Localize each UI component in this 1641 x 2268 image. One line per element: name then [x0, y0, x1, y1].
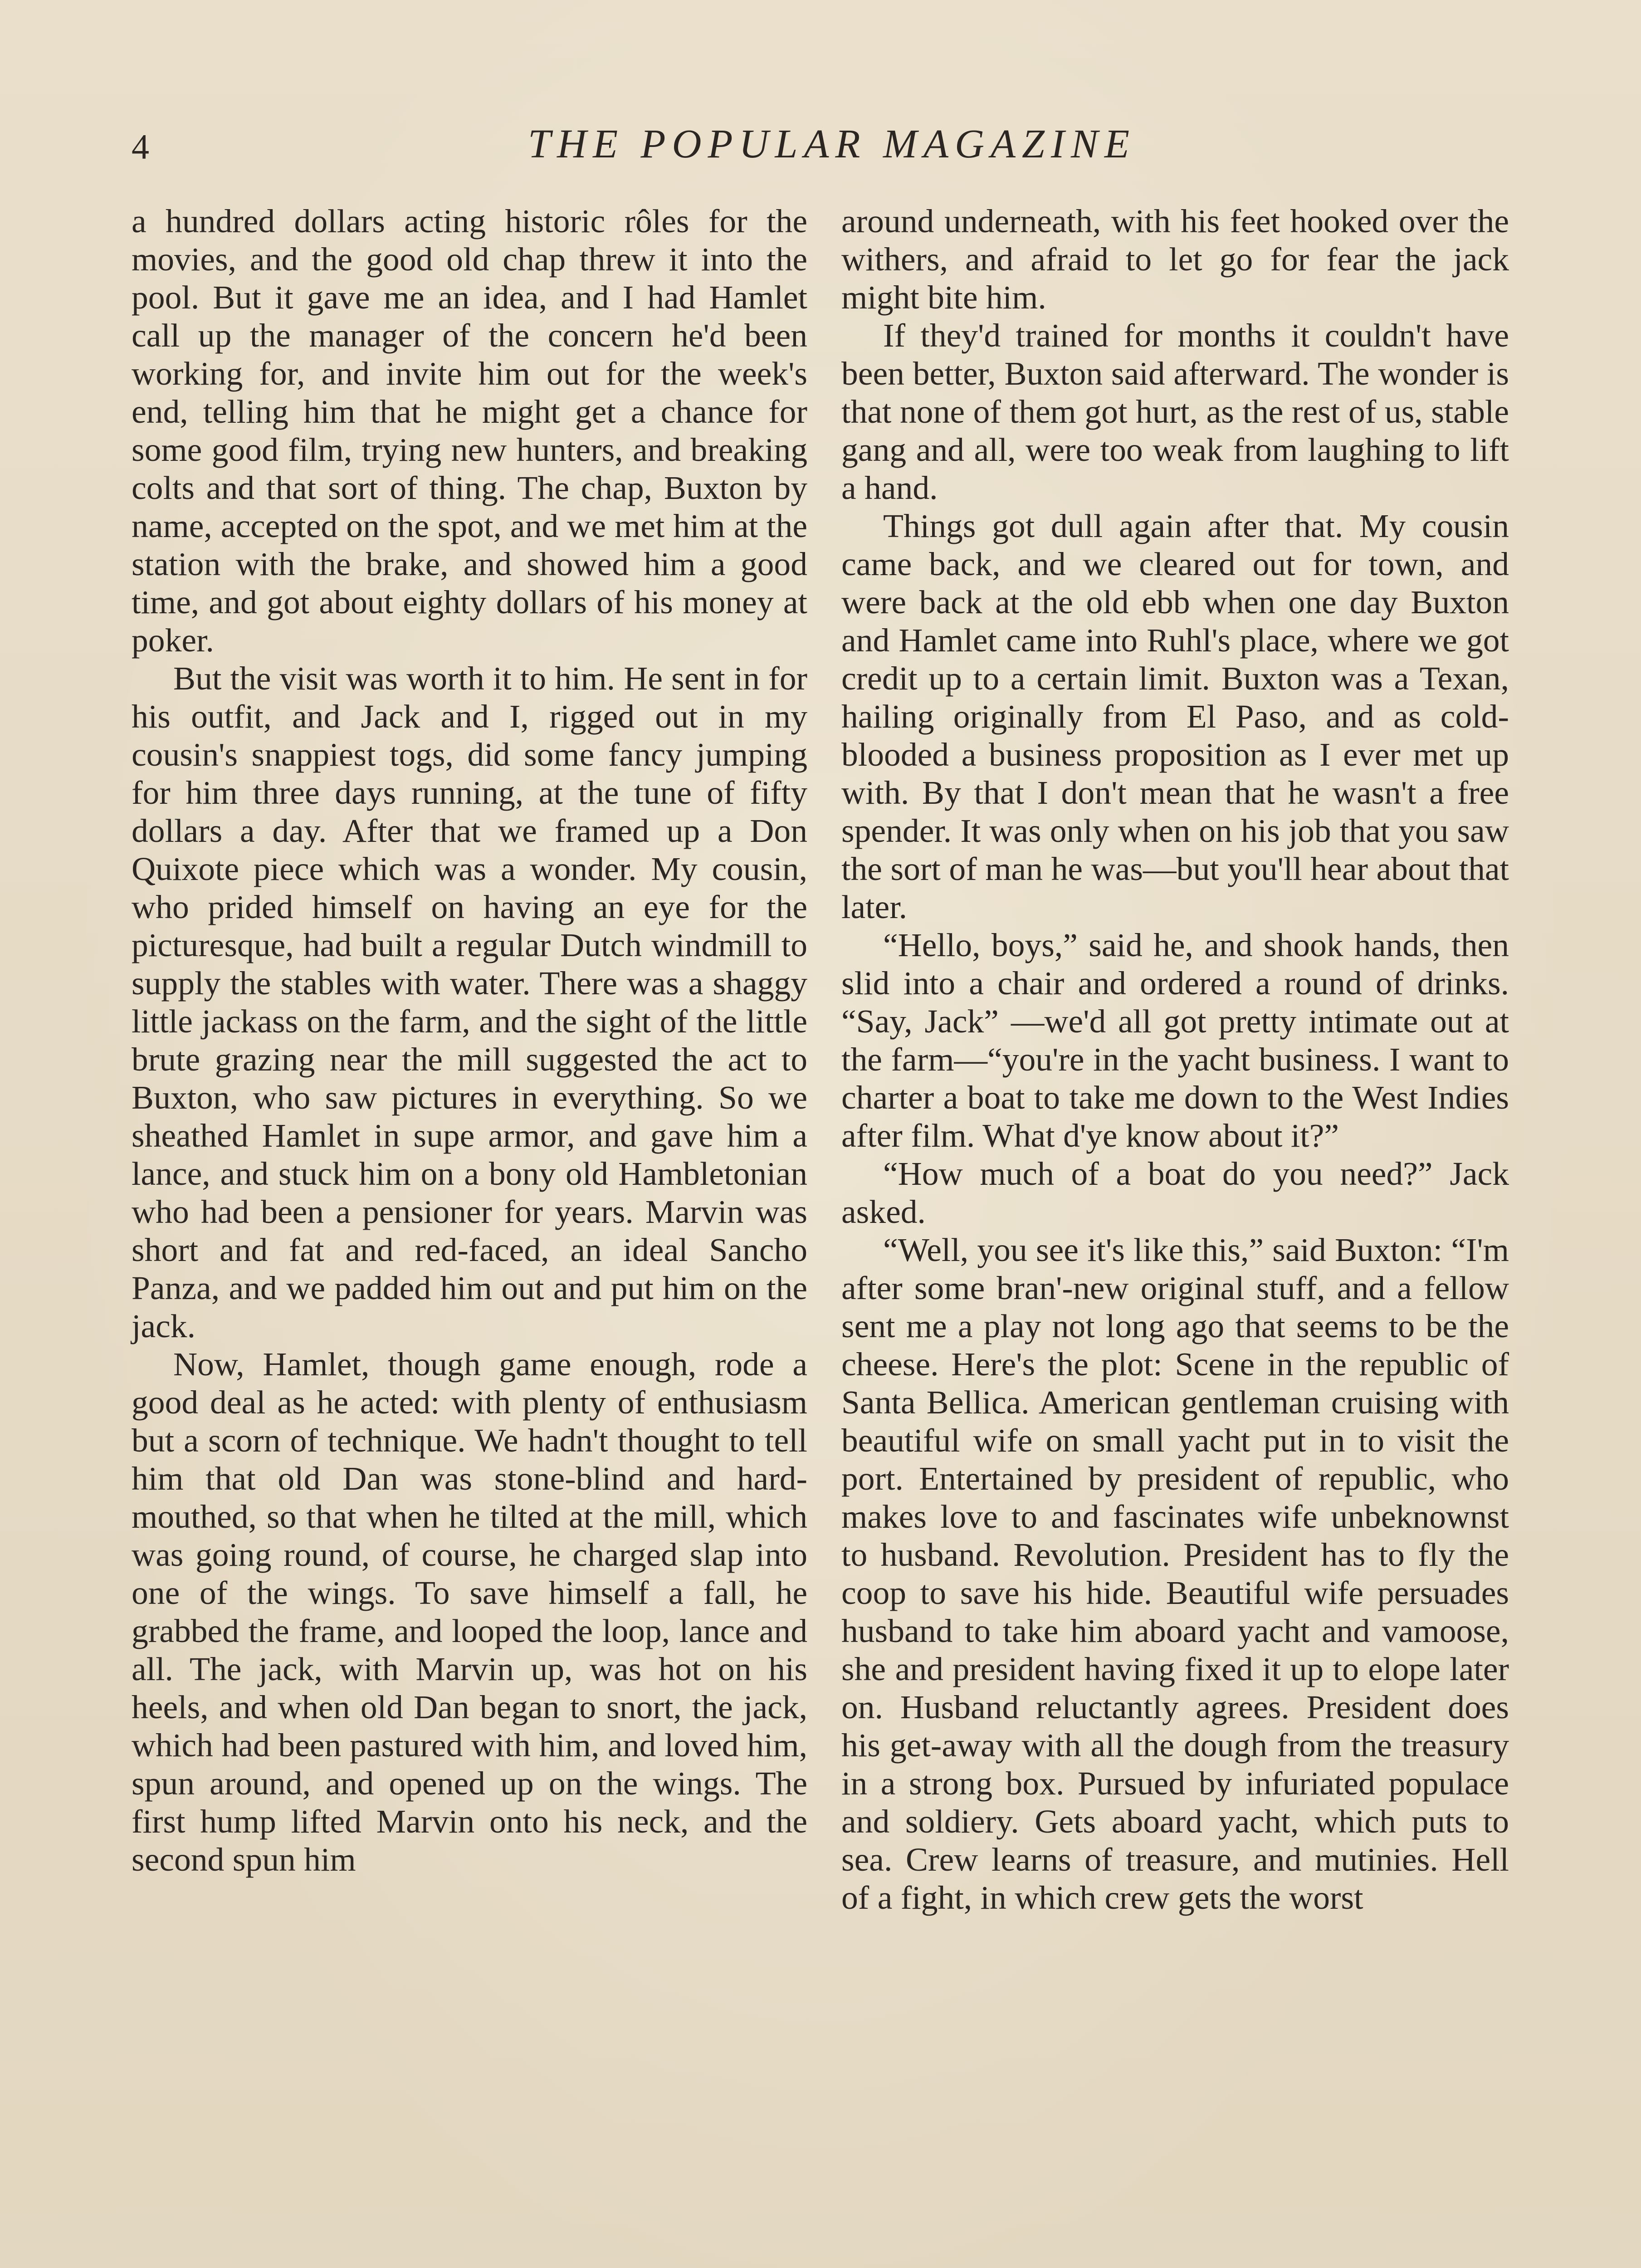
magazine-title: THE POPULAR MAGAZINE	[528, 122, 1136, 166]
paragraph: “Hello, boys,” said he, and shook hands, then slid into a chair and ordered a round of drinks. “Say, Jack” —we'd all got pretty intimate out at the farm—“you're in the yacht business. I want to charter a boat to take me down to the West Indies after film. What d'ye know about it?”	[841, 926, 1509, 1154]
left-column	[132, 202, 807, 1878]
paragraph: If they'd trained for months it couldn't have been better, Buxton said afterward. The wonder is that none of them got hurt, as the rest of us, stable gang and all, were too weak from laughing to lift a hand.	[841, 317, 1509, 506]
right-column	[841, 202, 1509, 1916]
paragraph: “Well, you see it's like this,” said Buxton: “I'm after some bran'-new original stuff, and a fellow sent me a play not long ago that seems to be the cheese. Here's the plot: Scene in the republic of Santa Bellica. American gentleman cruising with beautiful wife on small yacht put in to visit the port. Entertained by president of republic, who makes love to and fascinates wife unbeknownst to husband. Revolution. President has to fly the coop to save his hide. Beautiful wife persuades husband to take him aboard yacht and vamoose, she and president having fixed it up to elope later on. Husband reluctantly agrees. President does his get-away with all the dough from the treasury in a strong box. Pursued by infuriated populace and soldiery. Gets aboard yacht, which puts to sea. Crew learns of treasure, and mutinies. Hell of a fight, in which crew gets the worst	[841, 1231, 1509, 1916]
paragraph: “How much of a boat do you need?” Jack asked.	[841, 1155, 1509, 1230]
paragraph: around underneath, with his feet hooked over the withers, and afraid to let go for fear the jack might bite him.	[841, 202, 1509, 316]
paragraph: a hundred dollars acting historic rôles for the movies, and the good old chap threw it into the pool. But it gave me an idea, and I had Hamlet call up the manager of the concern he'd been working for, and invite him out for the week's end, telling him that he might get a chance for some good film, trying new hunters, and breaking colts and that sort of thing. The chap, Buxton by name, accepted on the spot, and we met him at the station with the brake, and showed him a good time, and got about eighty dollars of his money at poker.	[132, 202, 807, 659]
paragraph: But the visit was worth it to him. He sent in for his outfit, and Jack and I, rigged out in my cousin's snappiest togs, did some fancy jumping for him three days running, at the tune of fifty dollars a day. After that we framed up a Don Quixote piece which was a wonder. My cousin, who prided himself on having an eye for the picturesque, had built a regular Dutch windmill to supply the stables with water. There was a shaggy little jackass on the farm, and the sight of the little brute grazing near the mill suggested the act to Buxton, who saw pictures in everything. So we sheathed Hamlet in supe armor, and gave him a lance, and stuck him on a bony old Hambletonian who had been a pensioner for years. Marvin was short and fat and red-faced, an ideal Sancho Panza, and we padded him out and put him on the jack.	[132, 660, 807, 1344]
page-header	[132, 116, 1532, 179]
paragraph: Things got dull again after that. My cousin came back, and we cleared out for town, and were back at the old ebb when one day Buxton and Hamlet came into Ruhl's place, where we got credit up to a certain limit. Buxton was a Texan, hailing originally from El Paso, and as cold-blooded a business proposition as I ever met up with. By that I don't mean that he wasn't a free spender. It was only when on his job that you saw the sort of man he was—but you'll hear about that later.	[841, 507, 1509, 925]
paragraph: Now, Hamlet, though game enough, rode a good deal as he acted: with plenty of enthusiasm but a scorn of technique. We hadn't thought to tell him that old Dan was stone-blind and hard-mouthed, so that when he tilted at the mill, which was going round, of course, he charged slap into one of the wings. To save himself a fall, he grabbed the frame, and looped the loop, lance and all. The jack, with Marvin up, was hot on his heels, and when old Dan began to snort, the jack, which had been pastured with him, and loved him, spun around, and opened up on the wings. The first hump lifted Marvin onto his neck, and the second spun him	[132, 1345, 807, 1878]
page-number: 4	[132, 127, 149, 166]
